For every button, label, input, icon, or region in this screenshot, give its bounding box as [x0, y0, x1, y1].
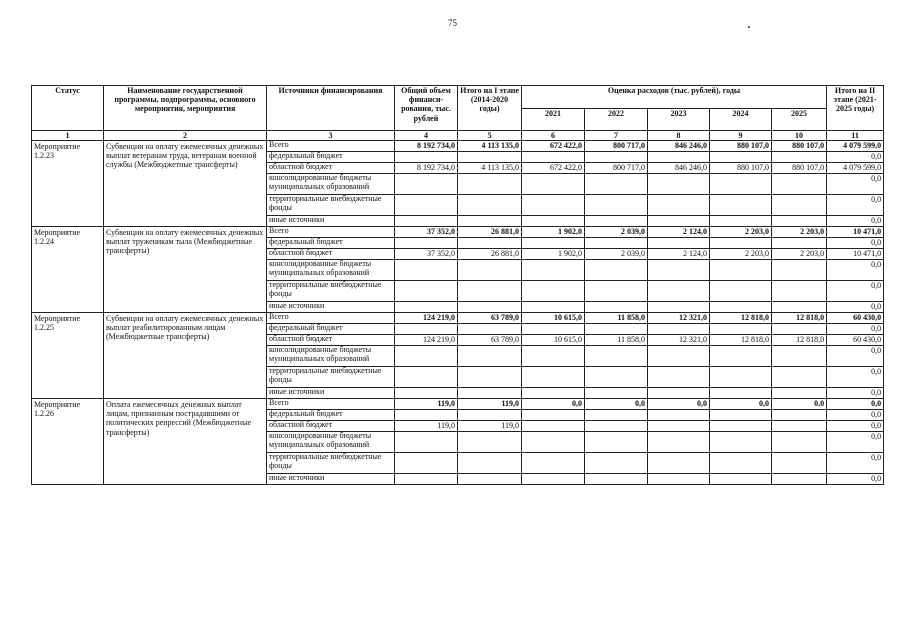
amount-cell: 2 203,0 — [710, 227, 772, 238]
funding-source: областной бюджет — [267, 249, 395, 260]
amount-cell: 10 471,0 — [827, 249, 884, 260]
page-number: 75 — [448, 18, 457, 28]
amount-cell: 2 039,0 — [585, 227, 648, 238]
amount-cell — [710, 260, 772, 281]
amount-cell — [585, 216, 648, 227]
amount-cell — [772, 260, 827, 281]
amount-cell — [585, 388, 648, 399]
amount-cell — [522, 346, 585, 367]
amount-cell — [772, 216, 827, 227]
amount-cell: 10 615,0 — [522, 335, 585, 346]
amount-cell — [395, 474, 458, 485]
amount-cell — [648, 474, 710, 485]
amount-cell: 880 107,0 — [710, 163, 772, 174]
amount-cell — [648, 195, 710, 216]
amount-cell — [585, 346, 648, 367]
amount-cell — [648, 367, 710, 388]
amount-cell: 4 113 135,0 — [458, 163, 522, 174]
amount-cell: 10 471,0 — [827, 227, 884, 238]
table-body — [32, 141, 884, 485]
amount-cell — [648, 281, 710, 302]
amount-cell — [395, 238, 458, 249]
amount-cell — [772, 388, 827, 399]
amount-cell — [585, 432, 648, 453]
amount-cell: 880 107,0 — [710, 141, 772, 152]
amount-cell — [772, 346, 827, 367]
amount-cell — [585, 152, 648, 163]
amount-cell — [395, 453, 458, 474]
amount-cell: 0,0 — [827, 302, 884, 313]
amount-cell: 12 818,0 — [772, 335, 827, 346]
funding-source: федеральный бюджет — [267, 324, 395, 335]
amount-cell — [522, 152, 585, 163]
amount-cell: 1 902,0 — [522, 227, 585, 238]
amount-cell — [458, 281, 522, 302]
amount-cell — [458, 302, 522, 313]
amount-cell: 60 430,0 — [827, 313, 884, 324]
amount-cell: 0,0 — [827, 474, 884, 485]
amount-cell: 800 717,0 — [585, 141, 648, 152]
amount-cell — [710, 410, 772, 421]
funding-source: федеральный бюджет — [267, 152, 395, 163]
amount-cell: 0,0 — [827, 410, 884, 421]
column-index: 2 — [104, 131, 267, 141]
header-year: 2024 — [710, 109, 772, 131]
amount-cell: 672 422,0 — [522, 141, 585, 152]
amount-cell — [772, 410, 827, 421]
amount-cell — [710, 216, 772, 227]
funding-source: федеральный бюджет — [267, 238, 395, 249]
event-status: Мероприятие 1.2.26 — [32, 399, 104, 485]
amount-cell: 8 192 734,0 — [395, 163, 458, 174]
amount-cell: 880 107,0 — [772, 141, 827, 152]
amount-cell — [395, 260, 458, 281]
amount-cell — [395, 367, 458, 388]
funding-source: областной бюджет — [267, 421, 395, 432]
amount-cell — [522, 453, 585, 474]
amount-cell: 672 422,0 — [522, 163, 585, 174]
amount-cell — [648, 216, 710, 227]
amount-cell — [522, 324, 585, 335]
funding-source: иные источники — [267, 388, 395, 399]
amount-cell — [522, 410, 585, 421]
amount-cell — [458, 474, 522, 485]
amount-cell: 60 430,0 — [827, 335, 884, 346]
amount-cell — [648, 238, 710, 249]
funding-source: федеральный бюджет — [267, 410, 395, 421]
amount-cell: 119,0 — [458, 421, 522, 432]
funding-source: иные источники — [267, 474, 395, 485]
amount-cell: 2 203,0 — [772, 227, 827, 238]
amount-cell — [395, 346, 458, 367]
funding-source: территориальные внебюджетные фонды — [267, 367, 395, 388]
header-year: 2021 — [522, 109, 585, 131]
amount-cell: 26 881,0 — [458, 227, 522, 238]
header-stage2: Итого на II этапе (2021-2025 годы) — [827, 86, 884, 131]
amount-cell: 0,0 — [827, 324, 884, 335]
amount-cell: 63 789,0 — [458, 335, 522, 346]
amount-cell — [458, 324, 522, 335]
table-row — [32, 399, 884, 410]
amount-cell: 26 881,0 — [458, 249, 522, 260]
amount-cell — [585, 453, 648, 474]
amount-cell — [585, 195, 648, 216]
amount-cell: 2 203,0 — [710, 249, 772, 260]
amount-cell — [710, 421, 772, 432]
amount-cell: 0,0 — [772, 399, 827, 410]
table-row — [32, 141, 884, 152]
funding-source: областной бюджет — [267, 335, 395, 346]
amount-cell — [648, 302, 710, 313]
amount-cell: 0,0 — [827, 432, 884, 453]
amount-cell — [458, 260, 522, 281]
column-index: 6 — [522, 131, 585, 141]
amount-cell — [522, 421, 585, 432]
funding-source: иные источники — [267, 216, 395, 227]
amount-cell: 119,0 — [395, 421, 458, 432]
financing-table — [31, 85, 884, 485]
amount-cell: 119,0 — [458, 399, 522, 410]
amount-cell — [710, 174, 772, 195]
amount-cell — [458, 152, 522, 163]
column-index: 4 — [395, 131, 458, 141]
amount-cell — [772, 302, 827, 313]
amount-cell — [522, 388, 585, 399]
amount-cell — [585, 474, 648, 485]
amount-cell — [772, 281, 827, 302]
amount-cell: 0,0 — [585, 399, 648, 410]
funding-source: территориальные внебюджетные фонды — [267, 281, 395, 302]
amount-cell: 0,0 — [522, 399, 585, 410]
amount-cell: 37 352,0 — [395, 227, 458, 238]
amount-cell — [585, 324, 648, 335]
amount-cell — [710, 367, 772, 388]
amount-cell — [585, 410, 648, 421]
amount-cell — [710, 195, 772, 216]
header-name: Наименование государственной программы, подпрограммы, основного мероприятия, мероприятия — [104, 86, 267, 131]
amount-cell: 0,0 — [648, 399, 710, 410]
amount-cell: 124 219,0 — [395, 313, 458, 324]
amount-cell — [395, 195, 458, 216]
amount-cell: 0,0 — [827, 453, 884, 474]
header-source: Источники финансирования — [267, 86, 395, 131]
table-row — [32, 313, 884, 324]
amount-cell — [395, 216, 458, 227]
column-index: 10 — [772, 131, 827, 141]
amount-cell — [585, 421, 648, 432]
amount-cell — [585, 302, 648, 313]
amount-cell — [395, 152, 458, 163]
amount-cell — [458, 453, 522, 474]
amount-cell: 0,0 — [710, 399, 772, 410]
amount-cell: 0,0 — [827, 174, 884, 195]
header-year: 2025 — [772, 109, 827, 131]
event-name: Субвенции на оплату ежемесячных денежных выплат труженикам тыла (Межбюджетные трансферты) — [104, 227, 267, 313]
column-index: 5 — [458, 131, 522, 141]
amount-cell — [710, 324, 772, 335]
event-status: Мероприятие 1.2.23 — [32, 141, 104, 227]
event-name: Оплата ежемесячных денежных выплат лицам, признанным пострадавшими от политических репрессий (Межбюджетные трансферты) — [104, 399, 267, 485]
amount-cell — [710, 302, 772, 313]
amount-cell: 4 079 599,0 — [827, 141, 884, 152]
funding-source: Всего — [267, 227, 395, 238]
amount-cell — [522, 260, 585, 281]
amount-cell — [710, 152, 772, 163]
amount-cell — [458, 367, 522, 388]
amount-cell — [395, 410, 458, 421]
amount-cell: 124 219,0 — [395, 335, 458, 346]
amount-cell — [395, 174, 458, 195]
header-status: Статус — [32, 86, 104, 131]
column-index: 8 — [648, 131, 710, 141]
column-index: 3 — [267, 131, 395, 141]
amount-cell: 2 124,0 — [648, 227, 710, 238]
header-year: 2023 — [648, 109, 710, 131]
amount-cell — [710, 474, 772, 485]
funding-source: Всего — [267, 399, 395, 410]
amount-cell — [458, 346, 522, 367]
amount-cell: 0,0 — [827, 421, 884, 432]
funding-source: иные источники — [267, 302, 395, 313]
table-header — [32, 86, 884, 141]
amount-cell — [522, 238, 585, 249]
amount-cell — [710, 432, 772, 453]
amount-cell: 846 246,0 — [648, 163, 710, 174]
amount-cell — [648, 174, 710, 195]
header-year: 2022 — [585, 109, 648, 131]
funding-source: Всего — [267, 141, 395, 152]
amount-cell — [395, 281, 458, 302]
amount-cell — [772, 453, 827, 474]
amount-cell: 0,0 — [827, 216, 884, 227]
amount-cell: 1 902,0 — [522, 249, 585, 260]
funding-source: территориальные внебюджетные фонды — [267, 453, 395, 474]
amount-cell — [648, 388, 710, 399]
amount-cell: 0,0 — [827, 195, 884, 216]
amount-cell — [585, 281, 648, 302]
amount-cell: 0,0 — [827, 260, 884, 281]
funding-source: консолидированные бюджеты муниципальных образований — [267, 260, 395, 281]
amount-cell — [648, 260, 710, 281]
amount-cell — [458, 195, 522, 216]
amount-cell — [522, 174, 585, 195]
amount-cell: 8 192 734,0 — [395, 141, 458, 152]
amount-cell: 0,0 — [827, 367, 884, 388]
amount-cell — [710, 346, 772, 367]
column-index: 1 — [32, 131, 104, 141]
amount-cell — [522, 216, 585, 227]
amount-cell: 11 858,0 — [585, 335, 648, 346]
amount-cell — [458, 388, 522, 399]
amount-cell — [458, 238, 522, 249]
amount-cell: 0,0 — [827, 388, 884, 399]
amount-cell: 4 113 135,0 — [458, 141, 522, 152]
amount-cell: 2 203,0 — [772, 249, 827, 260]
amount-cell — [710, 281, 772, 302]
amount-cell: 4 079 599,0 — [827, 163, 884, 174]
funding-source: консолидированные бюджеты муниципальных образований — [267, 432, 395, 453]
funding-source: консолидированные бюджеты муниципальных образований — [267, 174, 395, 195]
amount-cell — [395, 388, 458, 399]
amount-cell — [458, 410, 522, 421]
amount-cell: 0,0 — [827, 399, 884, 410]
amount-cell: 12 321,0 — [648, 335, 710, 346]
amount-cell: 10 615,0 — [522, 313, 585, 324]
amount-cell — [395, 302, 458, 313]
amount-cell — [522, 474, 585, 485]
amount-cell: 800 717,0 — [585, 163, 648, 174]
amount-cell — [772, 324, 827, 335]
amount-cell — [772, 432, 827, 453]
event-status: Мероприятие 1.2.25 — [32, 313, 104, 399]
amount-cell: 846 246,0 — [648, 141, 710, 152]
amount-cell — [772, 421, 827, 432]
column-index: 11 — [827, 131, 884, 141]
amount-cell: 12 818,0 — [710, 313, 772, 324]
column-index: 9 — [710, 131, 772, 141]
table-row — [32, 227, 884, 238]
amount-cell: 12 818,0 — [772, 313, 827, 324]
event-name: Субвенции на оплату ежемесячных денежных выплат реабилитированным лицам (Межбюджетные трансферты) — [104, 313, 267, 399]
amount-cell — [772, 367, 827, 388]
amount-cell — [648, 324, 710, 335]
amount-cell: 37 352,0 — [395, 249, 458, 260]
amount-cell — [648, 410, 710, 421]
amount-cell: 2 039,0 — [585, 249, 648, 260]
scan-speck — [748, 26, 750, 28]
amount-cell — [585, 174, 648, 195]
amount-cell — [458, 216, 522, 227]
amount-cell: 11 858,0 — [585, 313, 648, 324]
amount-cell — [772, 195, 827, 216]
funding-source: территориальные внебюджетные фонды — [267, 195, 395, 216]
amount-cell — [648, 346, 710, 367]
amount-cell — [710, 238, 772, 249]
header-stage1: Итого на I этапе (2014-2020 годы) — [458, 86, 522, 131]
amount-cell — [772, 238, 827, 249]
amount-cell — [648, 453, 710, 474]
amount-cell — [522, 195, 585, 216]
amount-cell: 119,0 — [395, 399, 458, 410]
amount-cell — [522, 432, 585, 453]
financing-table-container — [31, 85, 883, 485]
amount-cell — [710, 453, 772, 474]
amount-cell: 880 107,0 — [772, 163, 827, 174]
amount-cell: 0,0 — [827, 238, 884, 249]
amount-cell: 63 789,0 — [458, 313, 522, 324]
amount-cell — [522, 281, 585, 302]
header-total-volume: Общий объем финанси-рования, тыс. рублей — [395, 86, 458, 131]
amount-cell — [772, 152, 827, 163]
amount-cell — [648, 432, 710, 453]
amount-cell: 0,0 — [827, 346, 884, 367]
amount-cell: 0,0 — [827, 281, 884, 302]
amount-cell — [395, 432, 458, 453]
amount-cell: 12 321,0 — [648, 313, 710, 324]
amount-cell — [585, 238, 648, 249]
funding-source: областной бюджет — [267, 163, 395, 174]
amount-cell — [772, 174, 827, 195]
header-estimate: Оценка расходов (тыс. рублей), годы — [522, 86, 827, 109]
event-status: Мероприятие 1.2.24 — [32, 227, 104, 313]
amount-cell: 12 818,0 — [710, 335, 772, 346]
amount-cell — [458, 432, 522, 453]
column-index: 7 — [585, 131, 648, 141]
event-name: Субвенции на оплату ежемесячных денежных выплат ветеранам труда, ветеранам военной службы (Межбюджетные трансферты) — [104, 141, 267, 227]
amount-cell — [458, 174, 522, 195]
amount-cell — [395, 324, 458, 335]
funding-source: Всего — [267, 313, 395, 324]
amount-cell — [522, 367, 585, 388]
amount-cell — [710, 388, 772, 399]
amount-cell: 2 124,0 — [648, 249, 710, 260]
funding-source: консолидированные бюджеты муниципальных образований — [267, 346, 395, 367]
amount-cell — [522, 302, 585, 313]
amount-cell — [585, 260, 648, 281]
amount-cell — [648, 152, 710, 163]
amount-cell — [585, 367, 648, 388]
amount-cell — [772, 474, 827, 485]
amount-cell — [648, 421, 710, 432]
amount-cell: 0,0 — [827, 152, 884, 163]
